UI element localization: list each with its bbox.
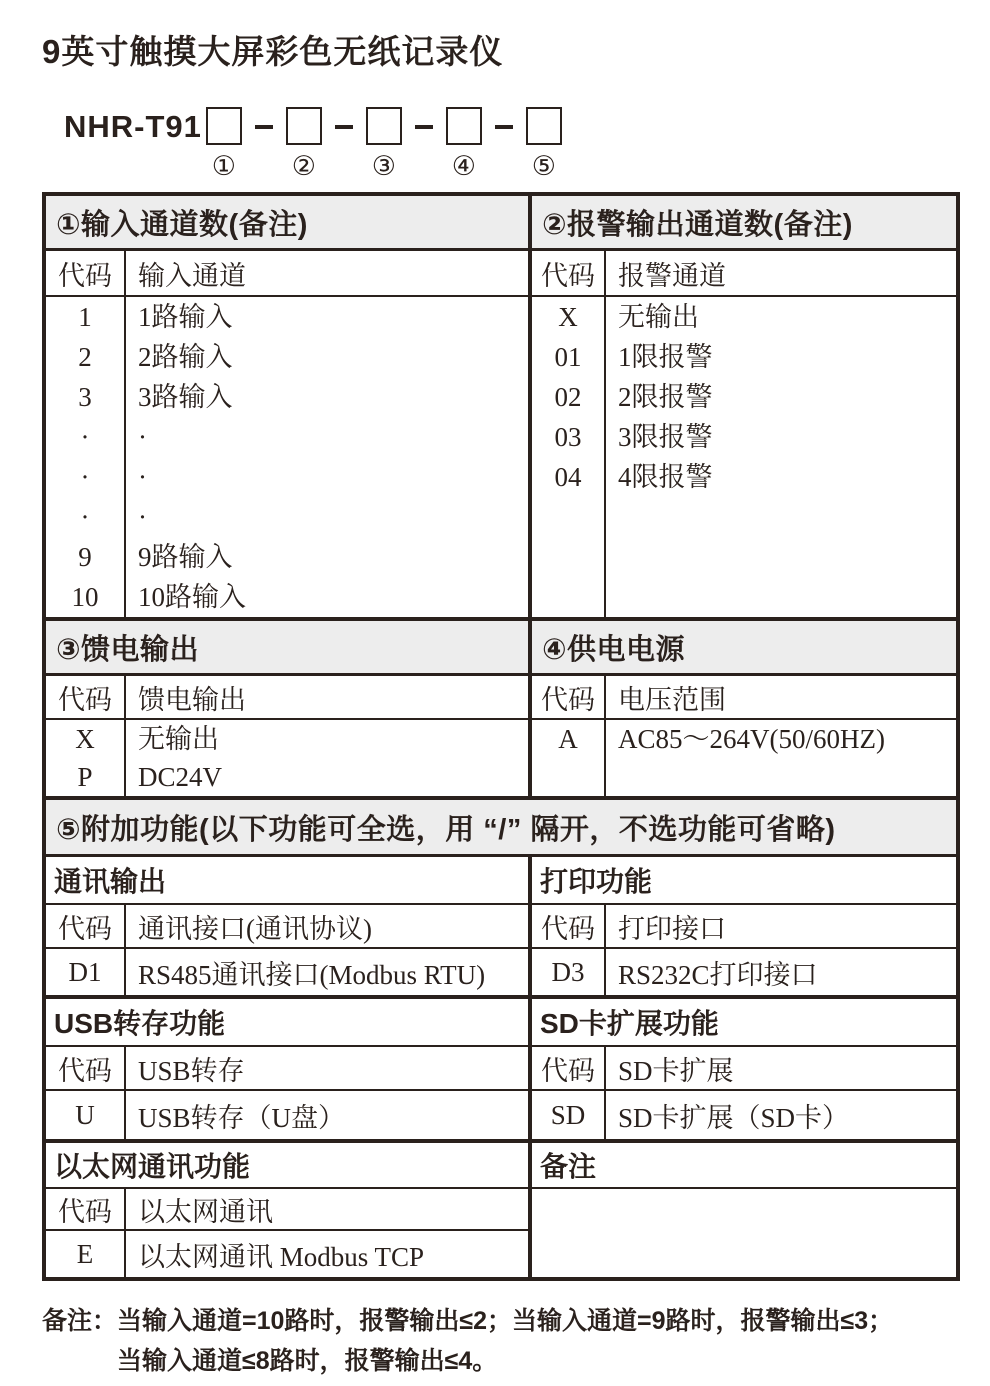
remark-empty-cell — [532, 1189, 956, 1277]
desc-value: AC85～264V(50/60HZ) — [618, 724, 885, 754]
comm-print-title-band — [46, 857, 956, 905]
code-value: 3 — [78, 382, 92, 412]
print-group-title: 打印功能 — [532, 857, 956, 903]
desc-value: 无输出 — [138, 724, 219, 754]
ellipsis-dot: · — [138, 422, 147, 452]
section4-body — [532, 720, 956, 796]
code-column-header: 代码 — [46, 1189, 126, 1229]
desc-column-header: USB转存 — [138, 1055, 245, 1086]
section1-codes — [46, 297, 126, 617]
desc-value: USB转存（U盘） — [138, 1102, 346, 1133]
code-value: SD — [532, 1091, 606, 1139]
section5-title: ⑤附加功能(以下功能可全选，用 “/” 隔开，不选功能可省略) — [46, 800, 956, 854]
footnote-line-1: 当输入通道=10路时，报警输出≤2；当输入通道=9路时，报警输出≤3； — [117, 1307, 894, 1335]
spec-sheet-page — [0, 26, 990, 1381]
code-column-header: 代码 — [46, 251, 126, 295]
section-1-2-body-band — [46, 297, 956, 621]
desc-value: 4限报警 — [618, 462, 713, 492]
slot-index-label-2: ② — [291, 151, 317, 182]
dash-separator — [495, 125, 513, 129]
desc-value: 无输出 — [618, 302, 699, 332]
ellipsis-dot: · — [138, 462, 147, 492]
model-slot-box-1 — [206, 107, 242, 145]
desc-value: RS485通讯接口(Modbus RTU) — [138, 959, 486, 990]
comm-row — [46, 949, 528, 995]
section4-descriptions — [606, 720, 956, 796]
code-column-header: 代码 — [46, 676, 126, 718]
section2-title: ②报警输出通道数(备注) — [532, 196, 956, 248]
slot-index-label-1: ① — [211, 151, 237, 182]
desc-column-header: 输入通道 — [138, 260, 246, 291]
comm-group-title: 通讯输出 — [46, 857, 528, 903]
model-slot-box-5 — [526, 107, 562, 145]
remark-group-title: 备注 — [532, 1143, 956, 1187]
code-value: X — [75, 724, 95, 754]
desc-value: 1路输入 — [138, 302, 233, 332]
code-value: X — [558, 302, 578, 332]
code-value: 9 — [78, 542, 92, 572]
dash-separator — [255, 125, 273, 129]
eth-remark-body-band — [46, 1189, 956, 1277]
code-value: 02 — [554, 382, 582, 412]
dash-separator — [335, 125, 353, 129]
desc-column-header: 报警通道 — [618, 260, 726, 291]
desc-value: 9路输入 — [138, 542, 233, 572]
desc-value: SD卡扩展（SD卡） — [618, 1102, 850, 1133]
desc-column-header: 以太网通讯 — [138, 1196, 273, 1227]
code-column-header: 代码 — [532, 1047, 606, 1089]
footnote-label: 备注： — [42, 1307, 118, 1335]
slot-index-label-4: ④ — [451, 151, 477, 182]
code-value: 03 — [554, 422, 582, 452]
desc-value: 10路输入 — [138, 582, 246, 612]
desc-value: 3路输入 — [138, 382, 233, 412]
footnote-line-2: 当输入通道≤8路时，报警输出≤4。 — [117, 1347, 498, 1375]
comm-column-headers — [46, 905, 528, 947]
desc-value: RS232C打印接口 — [618, 959, 818, 990]
model-slot-box-3 — [366, 107, 402, 145]
print-row — [532, 949, 956, 995]
eth-remark-title-band — [46, 1143, 956, 1189]
selection-table — [42, 192, 960, 1281]
model-slot-box-2 — [286, 107, 322, 145]
model-slot-1 — [206, 107, 242, 180]
section-5-header-band — [46, 800, 956, 857]
code-value: 2 — [78, 342, 92, 372]
section-1-2-header-band — [46, 196, 956, 251]
eth-column-headers — [46, 1189, 528, 1231]
code-column-header: 代码 — [46, 905, 126, 947]
section3-body — [46, 720, 528, 796]
code-value: 10 — [71, 582, 99, 612]
desc-value: 2限报警 — [618, 382, 713, 412]
page-title: 9英寸触摸大屏彩色无纸记录仪 — [42, 33, 504, 70]
section3-title: ③馈电输出 — [46, 621, 528, 673]
code-value: D1 — [46, 949, 126, 995]
eth-group-title: 以太网通讯功能 — [46, 1143, 528, 1187]
code-value: E — [46, 1231, 126, 1277]
code-column-header: 代码 — [532, 905, 606, 947]
section1-body — [46, 297, 528, 617]
desc-value: DC24V — [138, 762, 223, 792]
model-slot-box-4 — [446, 107, 482, 145]
code-value: U — [46, 1091, 126, 1139]
section2-descriptions — [606, 297, 956, 617]
desc-column-header: 通讯接口(通讯协议) — [138, 913, 372, 944]
code-value: A — [558, 724, 578, 754]
usb-column-headers — [46, 1047, 528, 1089]
desc-value: 1限报警 — [618, 342, 713, 372]
section-3-4-subheader-band — [46, 676, 956, 720]
desc-column-header: SD卡扩展 — [618, 1055, 734, 1086]
model-prefix: NHR-T91 — [64, 109, 202, 144]
sd-row — [532, 1091, 956, 1139]
section1-title: ①输入通道数(备注) — [46, 196, 528, 248]
model-slot-3 — [366, 107, 402, 180]
section-3-4-header-band — [46, 621, 956, 676]
eth-row — [46, 1231, 528, 1277]
code-column-header: 代码 — [532, 251, 606, 295]
section1-descriptions — [126, 297, 528, 617]
section2-body — [532, 297, 956, 617]
model-slot-2 — [286, 107, 322, 180]
usb-row — [46, 1091, 528, 1139]
section3-codes — [46, 720, 126, 796]
code-value: D3 — [532, 949, 606, 995]
sd-column-headers — [532, 1047, 956, 1089]
desc-value: 以太网通讯 Modbus TCP — [138, 1241, 425, 1272]
desc-column-header: 电压范围 — [618, 684, 726, 715]
slot-index-label-5: ⑤ — [531, 151, 557, 182]
print-column-headers — [532, 905, 956, 947]
desc-value: 3限报警 — [618, 422, 713, 452]
section1-column-headers — [46, 251, 528, 295]
ellipsis-dot: · — [80, 502, 90, 532]
footnote — [42, 1301, 960, 1381]
code-value: 04 — [554, 462, 582, 492]
usb-sd-title-band — [46, 999, 956, 1047]
footnote-text — [117, 1301, 893, 1381]
comm-print-subheader-band — [46, 905, 956, 949]
desc-value: 2路输入 — [138, 342, 233, 372]
section2-column-headers — [532, 251, 956, 295]
dash-separator — [415, 125, 433, 129]
section3-column-headers — [46, 676, 528, 718]
sd-group-title: SD卡扩展功能 — [532, 999, 956, 1045]
code-column-header: 代码 — [532, 676, 606, 718]
desc-column-header: 馈电输出 — [138, 684, 246, 715]
code-column-header: 代码 — [46, 1047, 126, 1089]
comm-print-row-band — [46, 949, 956, 999]
section3-descriptions — [126, 720, 528, 796]
model-slot-4 — [446, 107, 482, 180]
section4-column-headers — [532, 676, 956, 718]
ellipsis-dot: · — [80, 462, 90, 492]
section-3-4-body-band — [46, 720, 956, 800]
model-slot-5 — [526, 107, 562, 180]
usb-sd-row-band — [46, 1091, 956, 1143]
usb-sd-subheader-band — [46, 1047, 956, 1091]
section4-title: ④供电电源 — [532, 621, 956, 673]
model-code-diagram — [64, 107, 990, 180]
desc-column-header: 打印接口 — [618, 913, 726, 944]
code-value: P — [77, 762, 93, 792]
slot-index-label-3: ③ — [371, 151, 397, 182]
ellipsis-dot: · — [80, 422, 90, 452]
code-value: 01 — [554, 342, 582, 372]
code-value: 1 — [78, 302, 92, 332]
section2-codes — [532, 297, 606, 617]
ellipsis-dot: · — [138, 502, 147, 532]
usb-group-title: USB转存功能 — [46, 999, 528, 1045]
section4-codes — [532, 720, 606, 796]
section-1-2-subheader-band — [46, 251, 956, 297]
